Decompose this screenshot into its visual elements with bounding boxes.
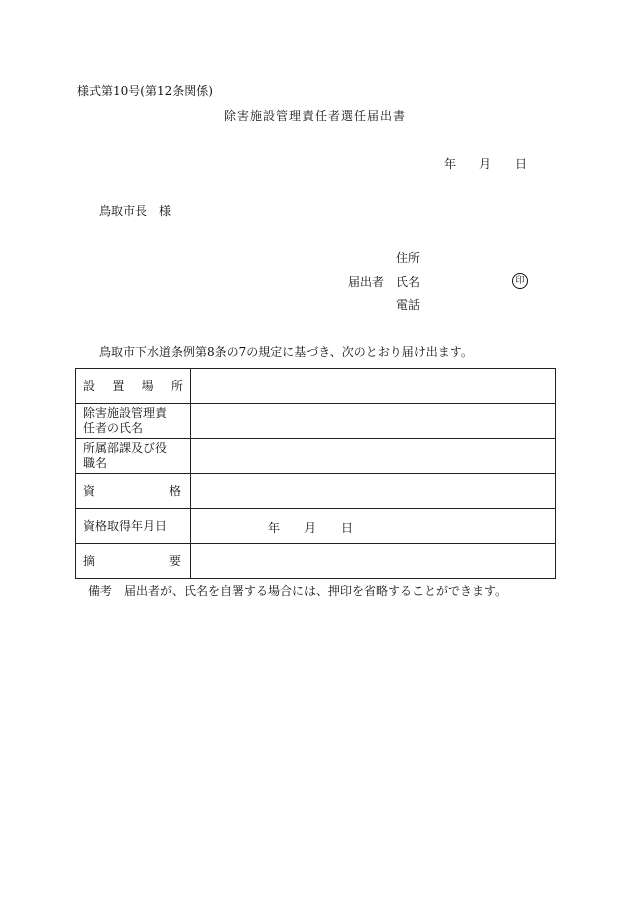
label-installation-location (76, 369, 191, 404)
value-installation-location[interactable] (191, 369, 556, 404)
form-table (75, 368, 556, 579)
value-qualification[interactable] (191, 474, 556, 509)
label-char: 所 (170, 378, 183, 393)
form-number: 様式第10号(第12条関係) (77, 84, 213, 98)
label-summary (76, 544, 191, 579)
label-line: 職名 (83, 456, 108, 470)
label-line: 所属部課及び役 (83, 441, 168, 455)
label-char: 設 (83, 378, 96, 393)
qualification-day: 日 (341, 521, 354, 535)
table-row (76, 404, 556, 439)
value-department-position[interactable] (191, 439, 556, 474)
table-row (76, 544, 556, 579)
date-month: 月 (479, 157, 492, 171)
statement: 鳥取市下水道条例第8条の7の規定に基づき、次のとおり届け出ます。 (99, 345, 473, 359)
label-line: 任者の氏名 (83, 421, 144, 435)
label-line: 資格取得年月日 (83, 518, 168, 533)
label-char: 要 (168, 553, 181, 568)
applicant-label: 届出者 (348, 275, 385, 289)
table-row (76, 474, 556, 509)
seal-mark: 印 (512, 273, 528, 289)
value-summary[interactable] (191, 544, 556, 579)
addressee: 鳥取市長 様 (99, 204, 172, 218)
label-manager-name (76, 404, 191, 439)
label-char: 格 (168, 483, 181, 498)
label-qualification (76, 474, 191, 509)
address-label: 住所 (396, 251, 421, 265)
qualification-month: 月 (304, 521, 317, 535)
table-row (76, 439, 556, 474)
document-title: 除害施設管理責任者選任届出書 (223, 109, 406, 123)
remark: 備考 届出者が、氏名を自署する場合には、押印を省略することができます。 (88, 584, 508, 598)
name-label: 氏名 (396, 275, 421, 289)
date-year: 年 (444, 157, 457, 171)
table-row (76, 509, 556, 544)
qualification-year: 年 (268, 521, 281, 535)
label-char: 置 (112, 378, 125, 393)
label-char: 資 (83, 483, 96, 498)
label-department-position (76, 439, 191, 474)
label-qualification-date (76, 509, 191, 544)
label-char: 場 (141, 378, 154, 393)
phone-label: 電話 (396, 298, 421, 312)
table-row (76, 369, 556, 404)
label-line: 除害施設管理責 (83, 406, 168, 420)
value-qualification-date[interactable] (191, 509, 556, 544)
value-manager-name[interactable] (191, 404, 556, 439)
date-day: 日 (515, 157, 528, 171)
label-char: 摘 (83, 553, 96, 568)
